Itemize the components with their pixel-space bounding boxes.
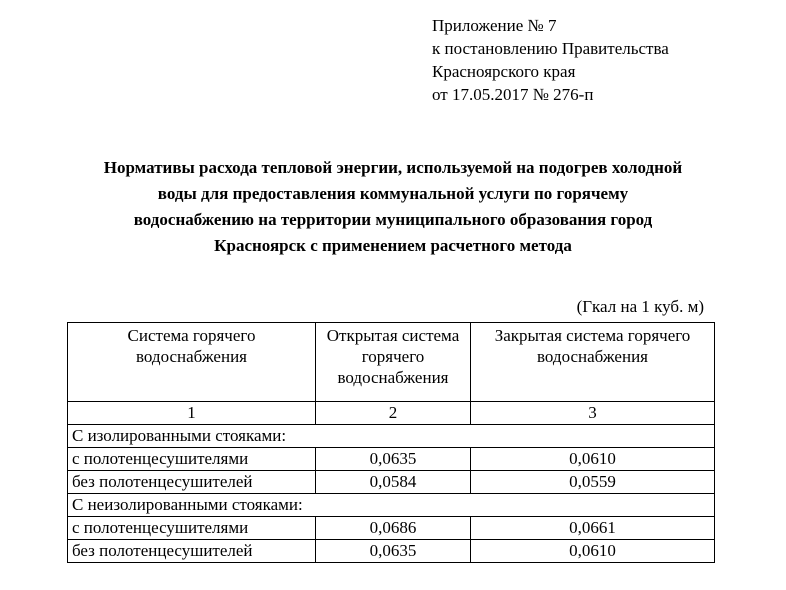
open-value: 0,0584 <box>316 471 471 494</box>
column-number: 3 <box>471 402 715 425</box>
group-label: С изолированными стояками: <box>68 425 715 448</box>
appendix-number: Приложение № 7 <box>432 16 557 35</box>
table-row <box>68 471 715 494</box>
row-name: без полотенцесушителей <box>68 471 316 494</box>
table-header-row <box>68 323 715 402</box>
header-system: Система горячего водоснабжения <box>68 323 316 402</box>
appendix-date: от 17.05.2017 № 276-п <box>432 85 594 104</box>
group-row-insulated <box>68 425 715 448</box>
closed-value: 0,0610 <box>471 540 715 563</box>
row-name: с полотенцесушителями <box>68 448 316 471</box>
units-label: (Гкал на 1 куб. м) <box>576 297 704 316</box>
title-line: Красноярск с применением расчетного метода <box>214 236 572 255</box>
closed-value: 0,0559 <box>471 471 715 494</box>
appendix-region: Красноярского края <box>432 62 576 81</box>
title-line: воды для предоставления коммунальной услуги по горячему <box>157 184 629 203</box>
row-name: без полотенцесушителей <box>68 540 316 563</box>
group-row-uninsulated <box>68 494 715 517</box>
column-number: 2 <box>316 402 471 425</box>
document-title <box>40 155 746 259</box>
group-label: С неизолированными стояками: <box>68 494 715 517</box>
header-closed-system: Закрытая система горячего водоснабжения <box>471 323 715 402</box>
header-open-system: Открытая система горячего водоснабжения <box>316 323 471 402</box>
title-line: Нормативы расхода тепловой энергии, используемой на подогрев холодной <box>103 158 683 177</box>
open-value: 0,0635 <box>316 540 471 563</box>
closed-value: 0,0661 <box>471 517 715 540</box>
column-number: 1 <box>68 402 316 425</box>
table-row <box>68 517 715 540</box>
table-row <box>68 448 715 471</box>
norms-table <box>67 322 715 563</box>
table-row <box>68 540 715 563</box>
closed-value: 0,0610 <box>471 448 715 471</box>
appendix-block <box>432 14 669 106</box>
open-value: 0,0635 <box>316 448 471 471</box>
open-value: 0,0686 <box>316 517 471 540</box>
title-line: водоснабжению на территории муниципального образования город <box>133 210 653 229</box>
appendix-reference: к постановлению Правительства <box>432 39 669 58</box>
row-name: с полотенцесушителями <box>68 517 316 540</box>
column-number-row <box>68 402 715 425</box>
